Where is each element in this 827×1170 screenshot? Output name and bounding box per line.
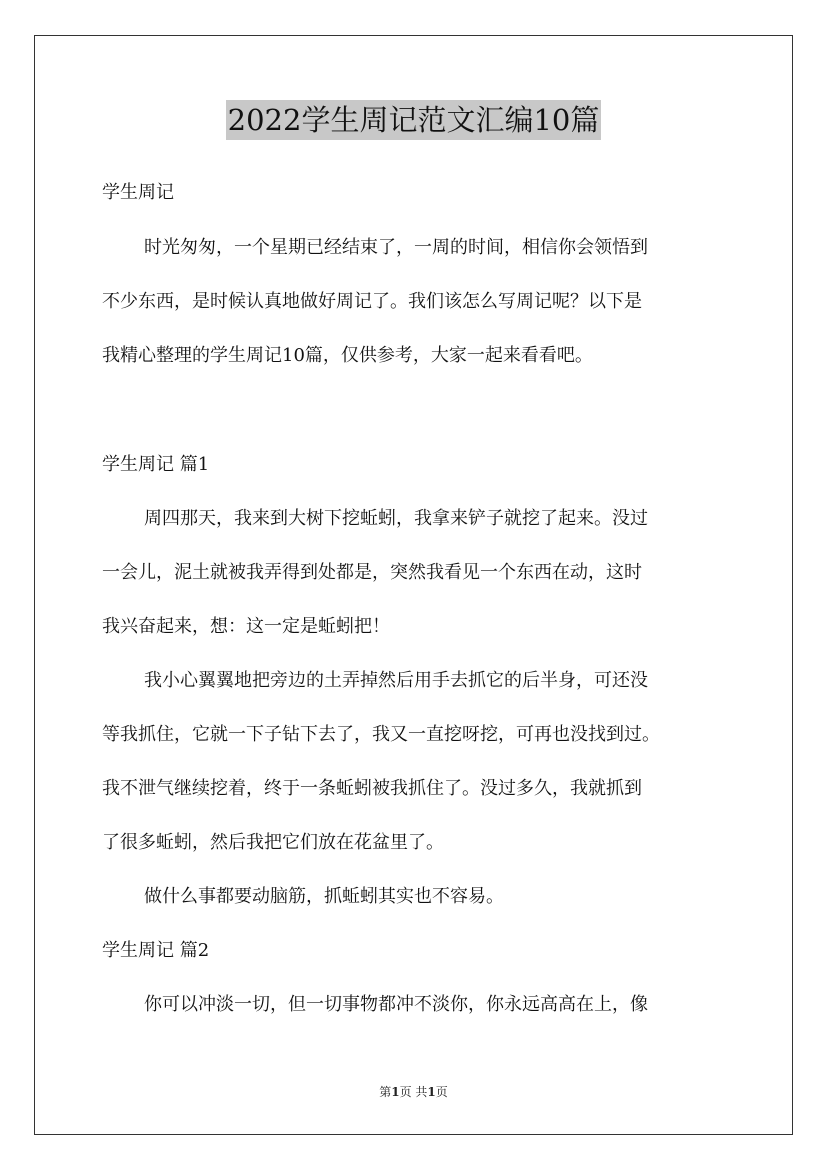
paragraph-line: 不少东西，是时候认真地做好周记了。我们该怎么写周记呢？以下是 — [102, 291, 642, 312]
paragraph-line: 一会儿，泥土就被我弄得到处都是，突然我看见一个东西在动，这时 — [102, 562, 642, 583]
section-heading: 学生周记 篇1 — [102, 454, 210, 475]
page-footer — [0, 1083, 827, 1100]
paragraph-line: 我兴奋起来，想：这一定是蚯蚓把！ — [102, 616, 390, 637]
paragraph-line: 我小心翼翼地把旁边的土弄掉然后用手去抓它的后半身，可还没 — [144, 670, 648, 691]
page-total: 1 — [427, 1085, 436, 1099]
paragraph-line: 我不泄气继续挖着，终于一条蚯蚓被我抓住了。没过多久，我就抓到 — [102, 778, 642, 799]
page-number: 1 — [391, 1085, 400, 1099]
paragraph-line: 时光匆匆，一个星期已经结束了，一周的时间，相信你会领悟到 — [144, 237, 648, 258]
paragraph-line: 等我抓住，它就一下子钻下去了，我又一直挖呀挖，可再也没找到过。 — [102, 724, 660, 745]
document-title: 2022学生周记范文汇编10篇 — [226, 100, 602, 140]
section-heading: 学生周记 篇2 — [102, 940, 210, 961]
paragraph-line: 了很多蚯蚓，然后我把它们放在花盆里了。 — [102, 832, 444, 853]
page-suffix: 页 — [435, 1085, 448, 1099]
paragraph-line: 周四那天，我来到大树下挖蚯蚓，我拿来铲子就挖了起来。没过 — [144, 508, 648, 529]
paragraph-line: 做什么事都要动脑筋，抓蚯蚓其实也不容易。 — [144, 886, 504, 907]
title-block — [0, 100, 827, 140]
paragraph-line: 你可以冲淡一切，但一切事物都冲不淡你，你永远高高在上，像 — [144, 994, 648, 1015]
paragraph-line: 我精心整理的学生周记10篇，仅供参考，大家一起来看看吧。 — [102, 345, 593, 366]
page-prefix: 第 — [379, 1085, 392, 1099]
section-heading: 学生周记 — [102, 182, 174, 203]
page-mid: 页 共 — [399, 1085, 428, 1099]
